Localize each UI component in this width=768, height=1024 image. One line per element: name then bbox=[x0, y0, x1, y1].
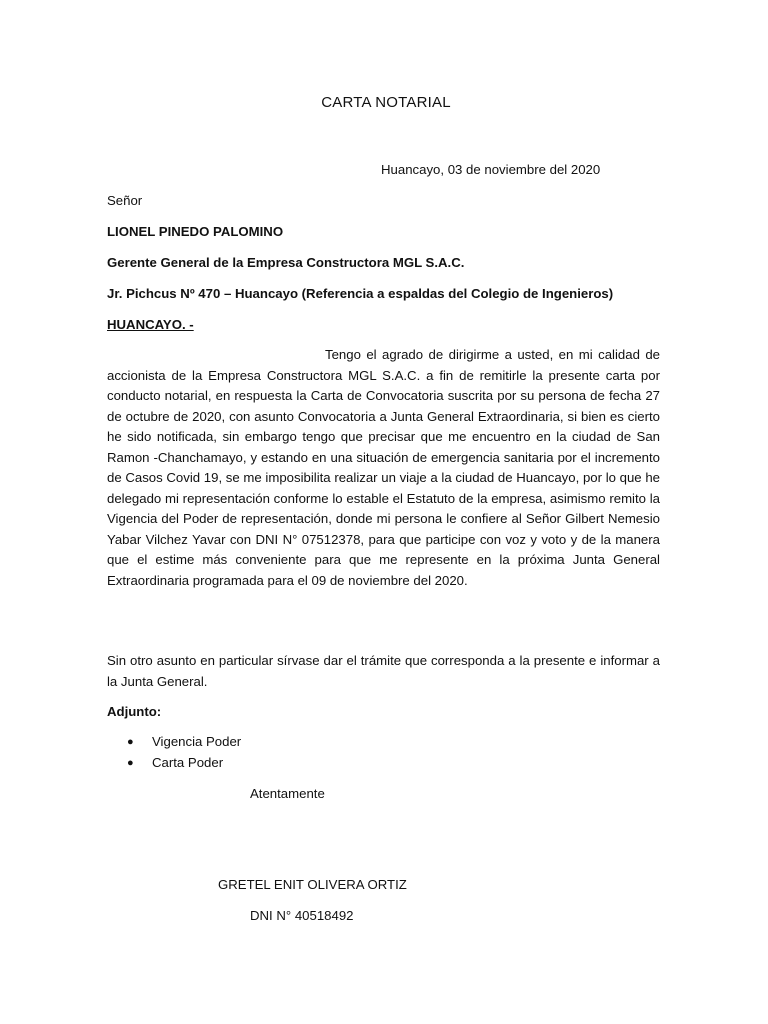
recipient-name: LIONEL PINEDO PALOMINO bbox=[107, 224, 284, 239]
attachments-label: Adjunto: bbox=[107, 704, 162, 719]
recipient-role: Gerente General de la Empresa Constructora MGL S.A.C. bbox=[107, 255, 465, 270]
date-line: Huancayo, 03 de noviembre del 2020 bbox=[381, 162, 601, 177]
attachment-label: Vigencia Poder bbox=[152, 734, 242, 749]
signer-dni: DNI N° 40518492 bbox=[250, 908, 354, 923]
salutation: Señor bbox=[107, 193, 143, 208]
letter-title: CARTA NOTARIAL bbox=[321, 94, 451, 111]
recipient-address: Jr. Pichcus Nº 470 – Huancayo (Referencia a espaldas del Colegio de Ingenieros) bbox=[107, 286, 614, 301]
body-paragraph-1: Tengo el agrado de dirigirme a usted, en mi calidad de accionista de la Empresa Constructora MGL S.A.C. a fin de remitirle la presente carta por conducto notarial, en respuesta la Carta de Convocatoria suscrita por su persona de fecha 27 de octubre de 2020, con asunto Convocatoria a Junta General Extraordinaria, si bien es cierto he sido notificada, sin embargo tengo que precisar que me encuentro en la ciudad de San Ramon -Chanchamayo, y estando en una situación de emergencia sanitaria por el incremento de Casos Covid 19, se me imposibilita realizar un viaje a la ciudad de Huancayo, por lo que he delegado mi representación conforme lo estable el Estatuto de la empresa, asimismo remito la Vigencia del Poder de representación, donde mi persona le confiere al Señor Gilbert Nemesio Yabar Vilchez Yavar con DNI N° 07512378, para que participe con voz y voto y de la manera que el estime más conveniente para que me represente en la próxima Junta General Extraordinaria programada para el 09 de noviembre del 2020. bbox=[107, 347, 660, 588]
signer-name: GRETEL ENIT OLIVERA ORTIZ bbox=[218, 877, 407, 892]
attachment-label: Carta Poder bbox=[152, 755, 224, 770]
body-paragraph-2: Sin otro asunto en particular sírvase dar el trámite que corresponda a la presente e informar a la Junta General. bbox=[107, 653, 660, 689]
bullet-icon: ● bbox=[127, 736, 134, 748]
recipient-city: HUANCAYO. - bbox=[107, 317, 194, 332]
closing-line: Atentamente bbox=[250, 786, 325, 801]
bullet-icon: ● bbox=[127, 757, 134, 769]
